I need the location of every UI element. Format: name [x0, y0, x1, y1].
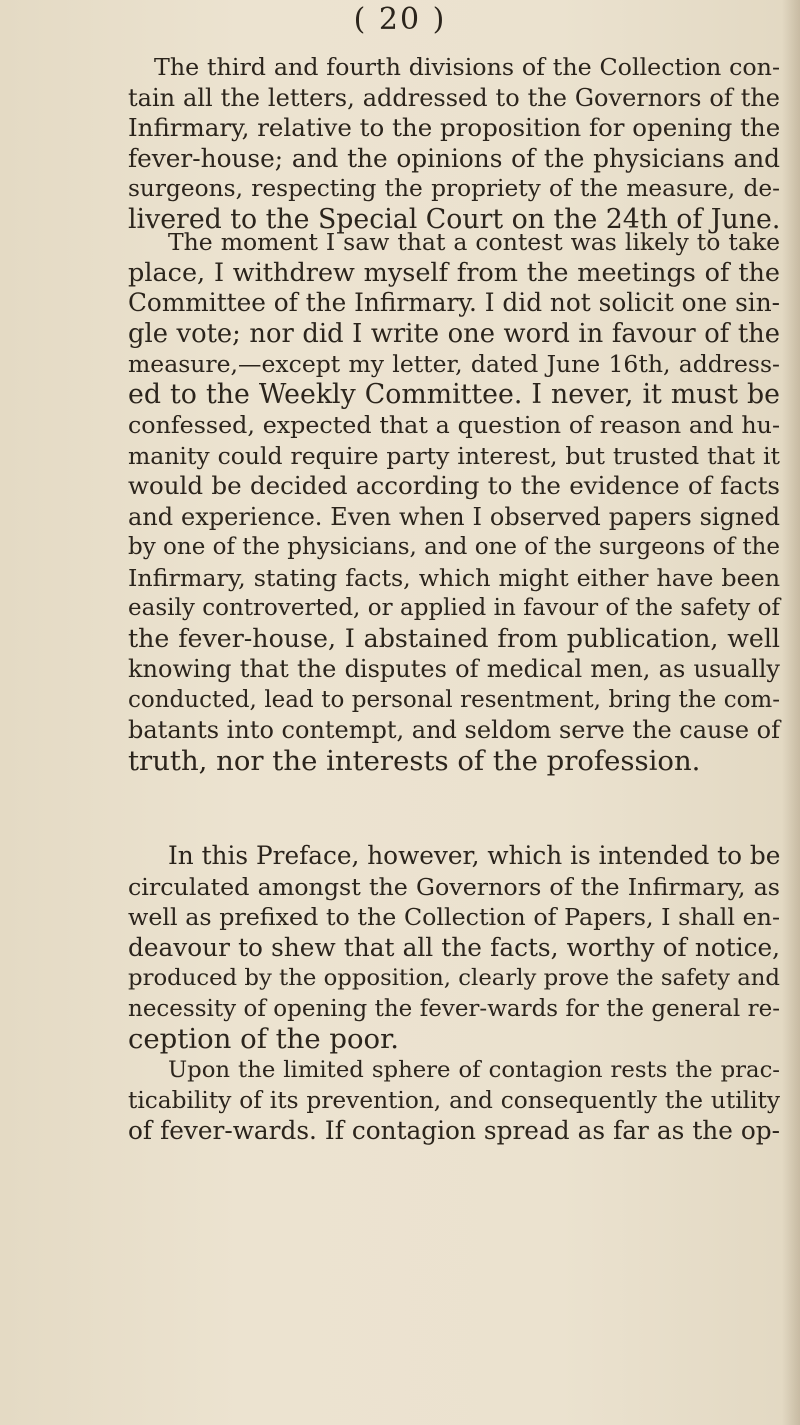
paragraph-1-body	[128, 52, 780, 235]
paragraph-4	[128, 1055, 780, 1147]
page-edge-shadow	[782, 0, 800, 1425]
text-line: conducted, lead to personal resentment, bring the com-	[128, 686, 780, 713]
page-number: ( 20 )	[353, 2, 447, 37]
text-line: place, I withdrew myself from the meetings of the	[128, 257, 780, 288]
text-line: measure,—except my letter, dated June 16th, address-	[128, 350, 780, 378]
paragraph-2	[128, 227, 780, 776]
text-line: truth, nor the interests of the profession.	[128, 744, 701, 777]
text-line: gle vote; nor did I write one word in favour of the	[128, 318, 780, 349]
text-line: produced by the opposition, clearly prove the safety and	[128, 965, 780, 991]
text-line: ed to the Weekly Committee. I never, it must be	[128, 378, 780, 410]
text-line: Infirmary, relative to the proposition for opening the	[128, 113, 781, 142]
text-line: well as prefixed to the Collection of Papers, I shall en-	[128, 903, 780, 931]
text-line: knowing that the disputes of medical men, as usually	[128, 655, 780, 683]
text-line: the fever-house, I abstained from publication, well	[128, 623, 780, 653]
text-line: deavour to shew that all the facts, worthy of notice,	[128, 932, 780, 962]
text-line: necessity of opening the fever-wards for the general re-	[128, 995, 780, 1022]
text-line: surgeons, respecting the propriety of the measure, de-	[128, 175, 780, 202]
text-line: of fever-wards. If contagion spread as far as the op-	[128, 1116, 780, 1145]
text-line: would be decided according to the evidence of facts	[128, 471, 780, 500]
paragraph-3	[128, 841, 780, 1055]
text-line: easily controverted, or applied in favour of the safety of	[128, 595, 780, 621]
text-line: The third and fourth divisions of the Collection con-	[154, 53, 780, 81]
text-line: tain all the letters, addressed to the Governors of the	[128, 83, 780, 112]
text-line: livered to the Special Court on the 24th of June.	[128, 203, 781, 235]
text-line: batants into contempt, and seldom serve the cause of	[128, 716, 780, 744]
text-line: fever-house; and the opinions of the physicians and	[128, 143, 780, 173]
text-line: ception of the poor.	[128, 1023, 399, 1055]
text-line: Infirmary, stating facts, which might either have been	[128, 563, 780, 592]
text-line: The moment I saw that a contest was likely to take	[168, 228, 780, 256]
text-line: Upon the limited sphere of contagion rests the prac-	[168, 1057, 780, 1083]
text-line: manity could require party interest, but trusted that it	[128, 441, 780, 470]
text-line: circulated amongst the Governors of the Infirmary, as	[128, 872, 780, 901]
text-line: ticability of its prevention, and consequently the utility	[128, 1086, 780, 1114]
text-line: by one of the physicians, and one of the surgeons of the	[128, 534, 780, 560]
text-line: Committee of the Infirmary. I did not solicit one sin-	[128, 288, 780, 317]
text-line: In this Preface, however, which is intended to be	[168, 841, 781, 870]
text-line: confessed, expected that a question of reason and hu-	[128, 411, 780, 439]
text-line: and experience. Even when I observed papers signed	[128, 502, 780, 531]
